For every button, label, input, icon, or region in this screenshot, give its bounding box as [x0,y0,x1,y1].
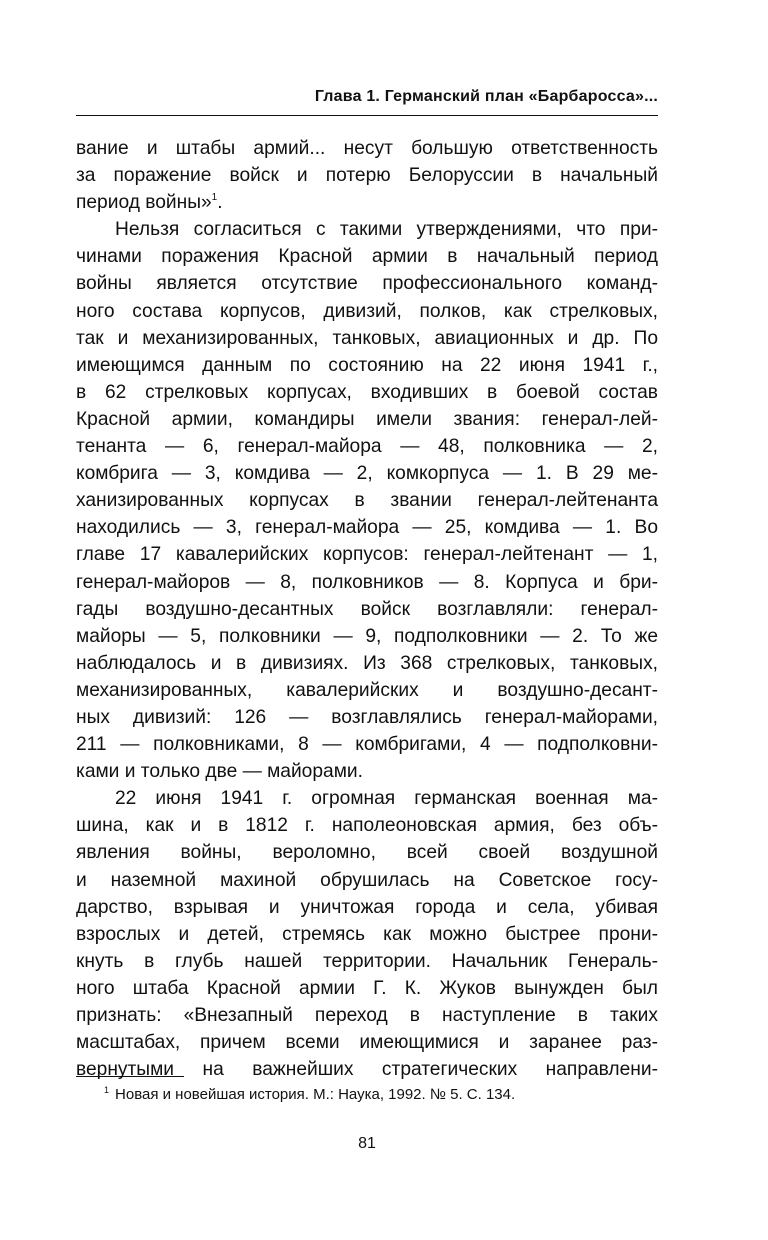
text-line: ных дивизий: 126 — возглавлялись генерал-майорами, [76,706,658,728]
footnote-reference[interactable]: 1 [211,192,218,204]
text-line: взрослых и детей, стремясь как можно быстрее прони- [76,923,658,945]
text-line: майоры — 5, полковники — 9, подполковники — 2. То же [76,625,658,647]
text-line: гады воздушно-десантных войск возглавляли: генерал- [76,598,658,620]
text-line: Нельзя согласиться с такими утверждениями, что при- [115,219,658,241]
text-line: генерал-майоров — 8, полковников — 8. Корпуса и бри- [76,571,658,593]
text-line: главе 17 кавалерийских корпусов: генерал-лейтенант — 1, [76,544,658,566]
text-line: чинами поражения Красной армии в начальный период [76,246,658,268]
text-line: явления войны, вероломно, всей своей воздушной [76,842,658,864]
text-line-content: период войны» [76,192,212,214]
body-text [76,135,658,1083]
text-line: тенанта — 6, генерал-майора — 48, полковника — 2, [76,436,658,458]
text-line: наблюдалось и в дивизиях. Из 368 стрелковых, танковых, [76,652,658,674]
text-line: ного состава корпусов, дивизий, полков, как стрелковых, [76,300,658,322]
text-line: ками и только две — майорами. [76,761,363,783]
footnote [104,1085,658,1105]
footnote-rule [76,1076,184,1077]
text-line: вание и штабы армий... несут большую ответственность [76,138,658,159]
text-line: комбрига — 3, комдива — 2, комкорпуса — 1. В 29 ме- [76,463,658,485]
text-line: дарство, взрывая и уничтожая города и села, убивая [76,896,658,918]
text-line [76,189,658,216]
footnote-marker: 1 [104,1085,110,1095]
running-header: Глава 1. Германский план «Барбаросса»... [314,88,658,105]
text-line: ханизированных корпусах в звании генерал-лейтенанта [76,490,658,512]
header-rule [76,115,658,116]
text-line: Красной армии, командиры имели звания: генерал-лей- [76,408,658,430]
text-line: войны является отсутствие профессионального команд- [76,273,658,295]
text-line: масштабах, причем всеми имеющимися и заранее раз- [76,1032,658,1054]
text-line: имеющимся данным по состоянию на 22 июня 1941 г., [76,354,658,376]
text-line: так и механизированных, танковых, авиационных и др. По [76,327,658,349]
text-line: за поражение войск и потерю Белоруссии в начальный [76,165,658,187]
text-line: кнуть в глубь нашей территории. Начальник Генераль- [76,950,658,972]
text-line: и наземной махиной обрушилась на Советское госу- [76,869,658,891]
text-line: механизированных, кавалерийских и воздушно-десант- [76,679,658,701]
text-line: ного штаба Красной армии Г. К. Жуков вынужден был [76,977,658,999]
page-number: 81 [358,1135,376,1152]
text-line: шина, как и в 1812 г. наполеоновская армия, без объ- [76,815,658,837]
text-line: в 62 стрелковых корпусах, входивших в боевой состав [76,381,658,403]
text-line: 211 — полковниками, 8 — комбригами, 4 — подполковни- [76,734,658,756]
text-line: находились — 3, генерал-майора — 25, комдива — 1. Во [76,517,658,539]
footnote-text: Новая и новейшая история. М.: Наука, 1992. № 5. С. 134. [115,1086,516,1103]
text-line: вернутыми на важнейших стратегических направлени- [76,1059,658,1081]
text-line: 22 июня 1941 г. огромная германская военная ма- [115,788,658,810]
text-line: признать: «Внезапный переход в наступление в таких [76,1005,658,1026]
text-line-punctuation: . [217,192,223,214]
